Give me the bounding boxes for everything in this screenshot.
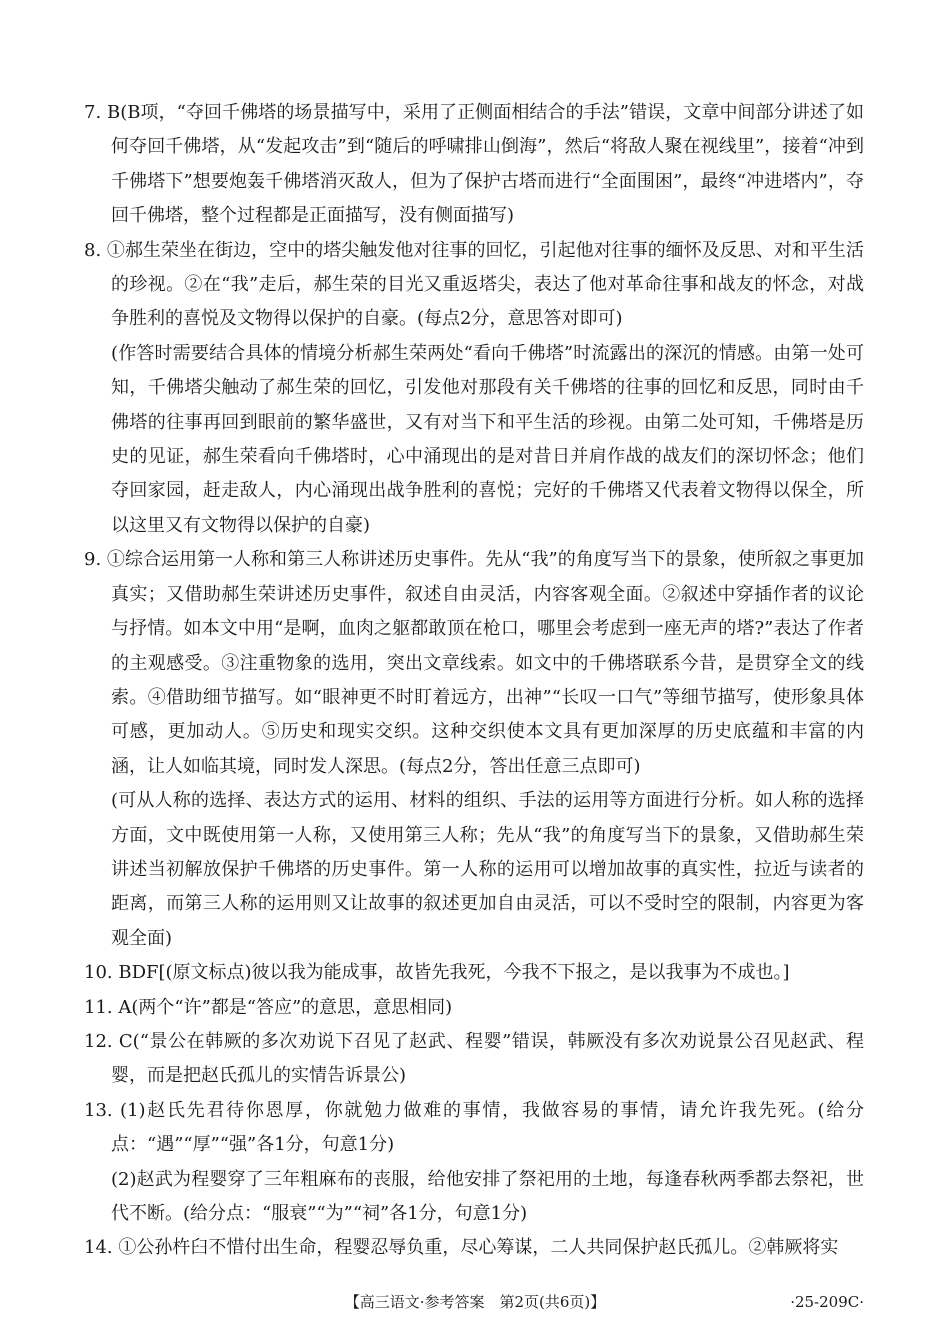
answer-12: 12. C(“景公在韩厥的多次劝说下召见了赵武、程婴”错误，韩厥没有多次劝说景公召见赵武、程婴，而是把赵氏孤儿的实情告诉景公): [84, 1030, 864, 1087]
answer-10: 10. BDF[(原文标点)彼以我为能成事，故皆先我死，今我不下报之，是以我事为不成也。]: [84, 962, 790, 984]
answer-9-analysis: (可从人称的选择、表达方式的运用、材料的组织、手法的运用等方面进行分析。如人称的选择方面，文中既使用第一人称，又使用第三人称；先从“我”的角度写当下的景象，又借助郝生荣讲述当初解放保护千佛塔的历史事件。第一人称的运用可以增加故事的真实性，拉近与读者的距离，而第三人称的运用则又让故事的叙述更加自由灵活，可以不受时空的限制，内容更为客观全面): [111, 790, 864, 949]
answer-11: 11. A(两个“许”都是“答应”的意思，意思相同): [84, 996, 453, 1018]
answer-14: 14. ①公孙杵臼不惜付出生命，程婴忍辱负重，尽心筹谋，二人共同保护赵氏孤儿。②韩厥将实: [84, 1237, 839, 1259]
page-footer: [0, 1290, 950, 1314]
footer-page-info: 【高三语文·参考答案 第2页(共6页)】: [344, 1293, 606, 1311]
footer-exam-code: ·25-209C·: [790, 1293, 864, 1311]
answer-7: 7. B(B项，“夺回千佛塔的场景描写中，采用了正侧面相结合的手法”错误，文章中间部分讲述了如何夺回千佛塔，从“发起攻击”到“随后的呼啸排山倒海”，然后“将敌人聚在视线里”，接着“冲到千佛塔下”想要炮轰千佛塔消灭敌人，但为了保护古塔而进行“全面围困”，最终“冲进塔内”，夺回千佛塔，整个过程都是正面描写，没有侧面描写): [84, 102, 864, 227]
answer-13-2: (2)赵武为程婴穿了三年粗麻布的丧服，给他安排了祭祀用的土地，每逢春秋两季都去祭祀，世代不断。(给分点：“服衰”“为”“祠”各1分，句意1分): [111, 1168, 864, 1224]
answer-13-1: 13. (1)赵氏先君待你恩厚，你就勉力做难的事情，我做容易的事情，请允许我先死。(给分点：“遇”“厚”“强”各1分，句意1分): [84, 1099, 864, 1156]
answer-content: [84, 96, 864, 1266]
answer-9: 9. ①综合运用第一人称和第三人称讲述历史事件。先从“我”的角度写当下的景象，使所叙之事更加真实；又借助郝生荣讲述历史事件，叙述自由灵活，内容客观全面。②叙述中穿插作者的议论与抒情。如本文中用“是啊，血肉之躯都敢顶在枪口，哪里会考虑到一座无声的塔?”表达了作者的主观感受。③注重物象的选用，突出文章线索。如文中的千佛塔联系今昔，是贯穿全文的线索。④借助细节描写。如“眼神更不时盯着远方，出神”“长叹一口气”等细节描写，使形象具体可感，更加动人。⑤历史和现实交织。这种交织使本文具有更加深厚的历史底蕴和丰富的内涵，让人如临其境，同时发人深思。(每点2分，答出任意三点即可): [84, 549, 864, 777]
answer-8-analysis: (作答时需要结合具体的情境分析郝生荣两处“看向千佛塔”时流露出的深沉的情感。由第一处可知，千佛塔尖触动了郝生荣的回忆，引发他对那段有关千佛塔的往事的回忆和反思，同时由千佛塔的往事再回到眼前的繁华盛世，又有对当下和平生活的珍视。由第二处可知，千佛塔是历史的见证，郝生荣看向千佛塔时，心中涌现出的是对昔日并肩作战的战友们的深切怀念；他们夺回家园，赶走敌人，内心涌现出战争胜利的喜悦；完好的千佛塔又代表着文物得以保全，所以这里又有文物得以保护的自豪): [111, 342, 864, 536]
answer-8: 8. ①郝生荣坐在街边，空中的塔尖触发他对往事的回忆，引起他对往事的缅怀及反思、对和平生活的珍视。②在“我”走后，郝生荣的目光又重返塔尖，表达了他对革命往事和战友的怀念，对战争胜利的喜悦及文物得以保护的自豪。(每点2分，意思答对即可): [84, 239, 864, 330]
